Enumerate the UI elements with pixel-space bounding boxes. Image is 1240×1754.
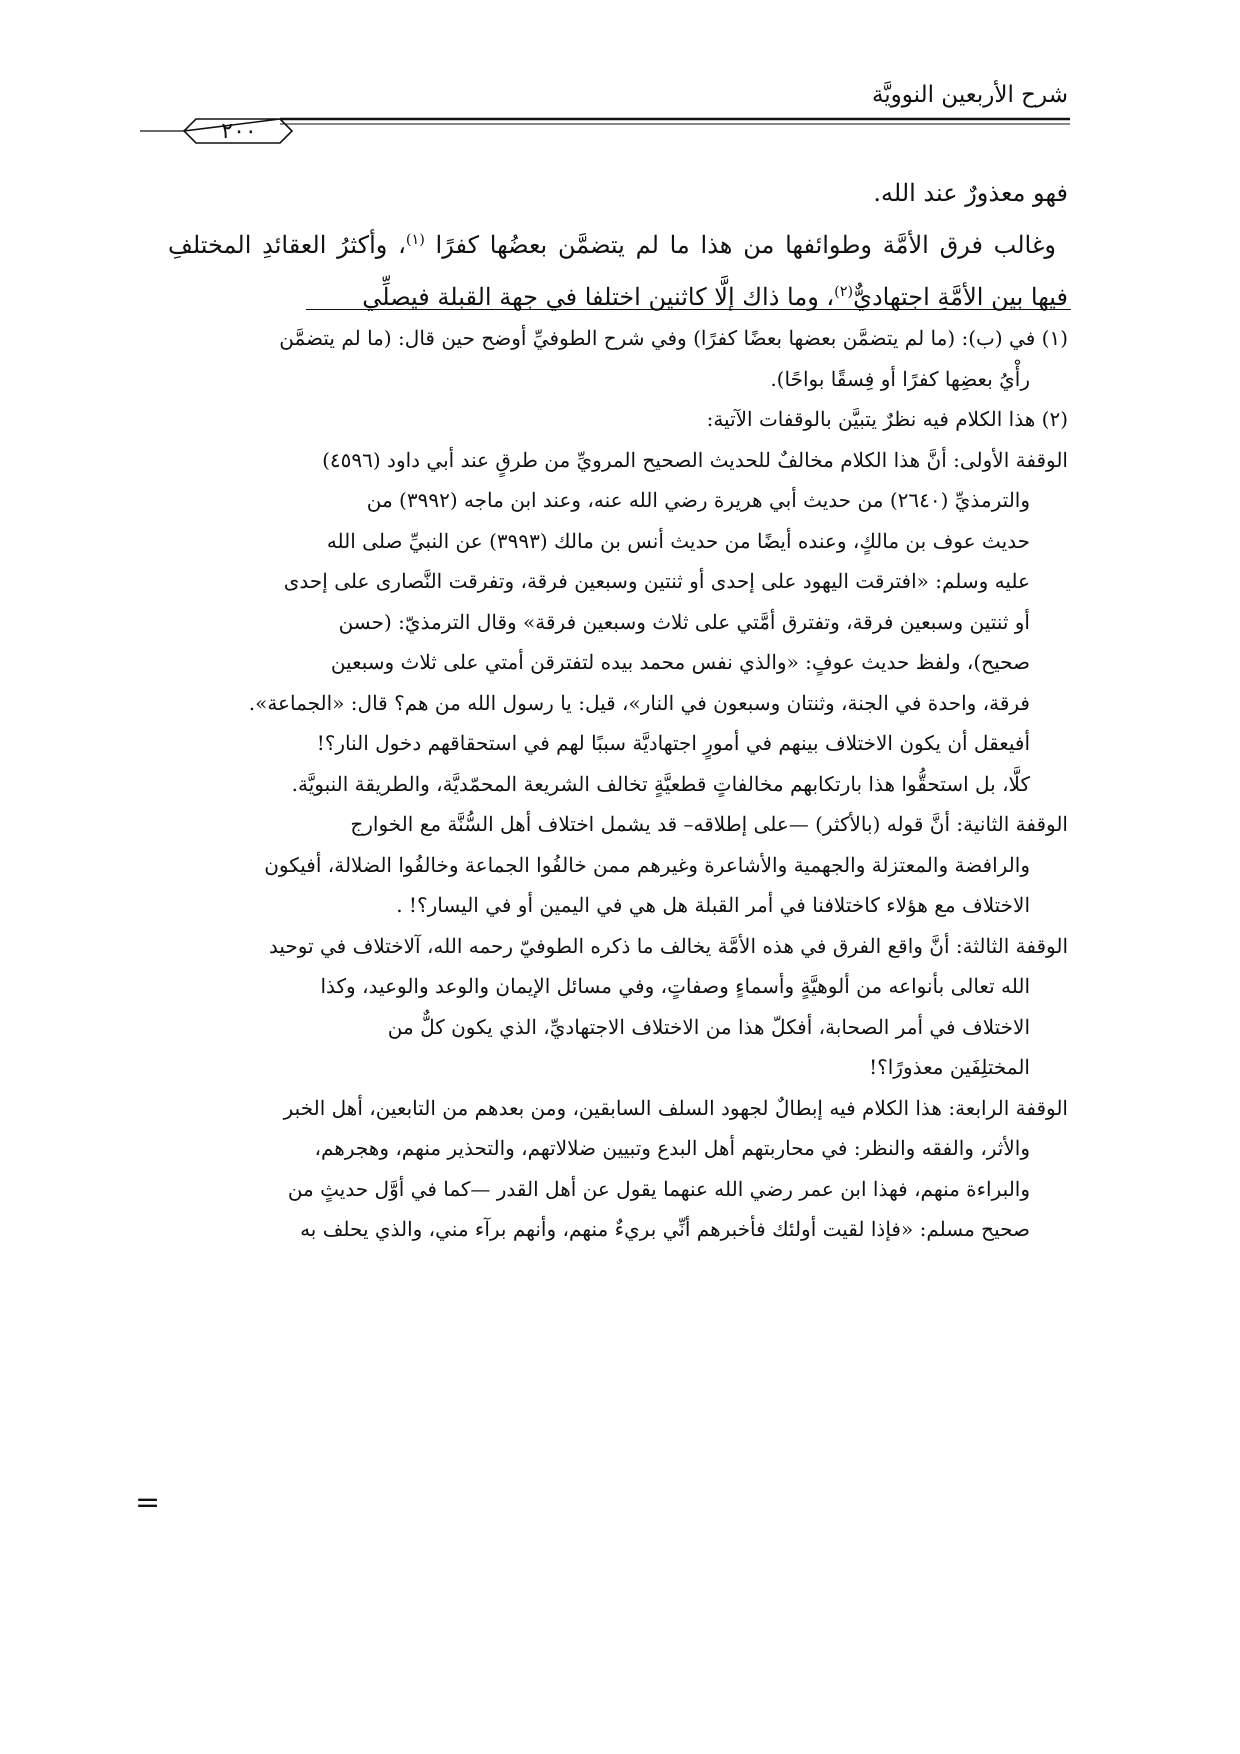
- footnote-separator: [306, 309, 1071, 310]
- waqfa-1-line: حديث عوف بن مالكٍ، وعنده أيضًا من حديث أنس بن مالك (٣٩٩٣) عن النبيِّ صلى الله: [326, 528, 1030, 553]
- footnote-ref-2[interactable]: (٢): [834, 284, 854, 300]
- waqfa-2-line: الاختلاف مع هؤلاء كاختلافنا في أمر القبلة هل هي في اليمين أو في اليسار؟! .: [396, 893, 1030, 917]
- waqfa-4-line: والأثر، والفقه والنظر: في محاربتهم أهل البدع وتبيين ضلالاتهم، والتحذير منهم، وهجرهم،: [314, 1136, 1030, 1160]
- waqfa-1-line: الوقفة الأولى: أنَّ هذا الكلام مخالفٌ للحديث الصحيح المرويِّ من طرقٍ عند أبي داود (٤٥٩٦): [322, 447, 1068, 472]
- waqfa-3-line: الوقفة الثالثة: أنَّ واقع الفرق في هذه الأمَّة يخالف ما ذكره الطوفيّ رحمه الله، آلاختلاف في توحيد: [268, 933, 1068, 958]
- waqfa-2-line: الوقفة الثانية: أنَّ قوله (بالأكثر) —على إطلاقه– قد يشمل اختلاف أهل السُّنَّة مع الخوارج: [350, 812, 1068, 836]
- paragraph-2: وغالب فرق الأمَّة وطوائفها من هذا ما لم يتضمَّن بعضُها كفرًا $^{(١)}$، وأكثرُ العقائدِ المختلفِ فيها بين الأمَّةِ اجتهاديٌّ$^{(٢)}$، وما ذاك إلَّا كاثنين اختلفا في جهة القبلة فيصلِّي: [168, 231, 1068, 311]
- waqfa-1-line: كلَّا، بل استحقُّوا هذا بارتكابهم مخالفاتٍ قطعيَّةٍ تخالف الشريعة المحمّديَّة، والطريقة النبويَّة.: [291, 771, 1030, 796]
- paragraph-1: فهو معذورٌ عند الله.: [873, 179, 1068, 207]
- page-number: ٢٠٠: [221, 119, 257, 144]
- waqfa-3-line: المختلِفَين معذورًا؟!: [869, 1055, 1030, 1079]
- continuation-mark: =: [135, 1485, 161, 1520]
- waqfa-4-line: صحيح مسلم: «فإذا لقيت أولئك فأخبرهم أنِّي بريءٌ منهم، وأنهم برآء مني، والذي يحلف به: [300, 1217, 1030, 1241]
- footnote-1-line-1: (١) في (ب): (ما لم يتضمَّن بعضها بعضًا كفرًا) وفي شرح الطوفيِّ أوضح حين قال: (ما لم يتضمَّن: [279, 326, 1068, 350]
- footnotes: [168, 318, 1068, 1250]
- waqfa-1-line: أو ثنتين وسبعين فرقة، وتفترق أمَّتي على ثلاث وسبعين فرقة» وقال الترمذيّ: (حسن: [338, 609, 1030, 634]
- waqfa-1-line: عليه وسلم: «افترقت اليهود على إحدى أو ثنتين وسبعين فرقة، وتفرقت النَّصارى على إحدى: [283, 569, 1030, 593]
- waqfa-4-line: والبراءة منهم، فهذا ابن عمر رضي الله عنهما يقول عن أهل القدر —كما في أوَّل حديثٍ من: [287, 1176, 1030, 1201]
- waqfa-1-line: صحيح)، ولفظ حديث عوفٍ: «والذي نفس محمد بيده لتفترقن أمتي على ثلاث وسبعين: [330, 650, 1030, 674]
- waqfa-1-line: أفيعقل أن يكون الاختلاف بينهم في أمورٍ اجتهاديَّة سببًا لهم في استحقاقهم دخول النار؟!: [316, 731, 1030, 755]
- footnote-ref-1[interactable]: (١): [405, 232, 425, 248]
- waqfa-3-line: الله تعالى بأنواعه من ألوهيَّةٍ وأسماءٍ وصفاتٍ، وفي مسائل الإيمان والوعد والوعيد، وكذا: [320, 974, 1030, 998]
- waqfa-4-line: الوقفة الرابعة: هذا الكلام فيه إبطالٌ لجهود السلف السابقين، ومن بعدهم من التابعين، أهل الخبر: [283, 1095, 1068, 1120]
- waqfa-2-line: والرافضة والمعتزلة والجهمية والأشاعرة وغيرهم ممن خالفُوا الجماعة وخالفُوا الضلالة، أفيكون: [264, 852, 1030, 877]
- footnote-2-intro: (٢) هذا الكلام فيه نظرٌ يتبيَّن بالوقفات الآتية:: [706, 407, 1068, 431]
- running-title: شرح الأربعين النوويَّة: [871, 82, 1068, 108]
- footnote-1-line-2: رأْيُ بعضِها كفرًا أو فِسقًا بواحًا).: [770, 366, 1030, 391]
- waqfa-3-line: الاختلاف في أمر الصحابة، أفكلّ هذا من الاختلاف الاجتهاديِّ، الذي يكون كلٌّ من: [387, 1014, 1030, 1039]
- waqfa-1-line: والترمذيِّ (٢٦٤٠) من حديث أبي هريرة رضي الله عنه، وعند ابن ماجه (٣٩٩٢) من: [366, 488, 1030, 512]
- waqfa-1-line: فرقة، واحدة في الجنة، وثنتان وسبعون في النار»، قيل: يا رسول الله من هم؟ قال: «الجماعة».: [248, 690, 1030, 715]
- main-text: [168, 170, 1068, 321]
